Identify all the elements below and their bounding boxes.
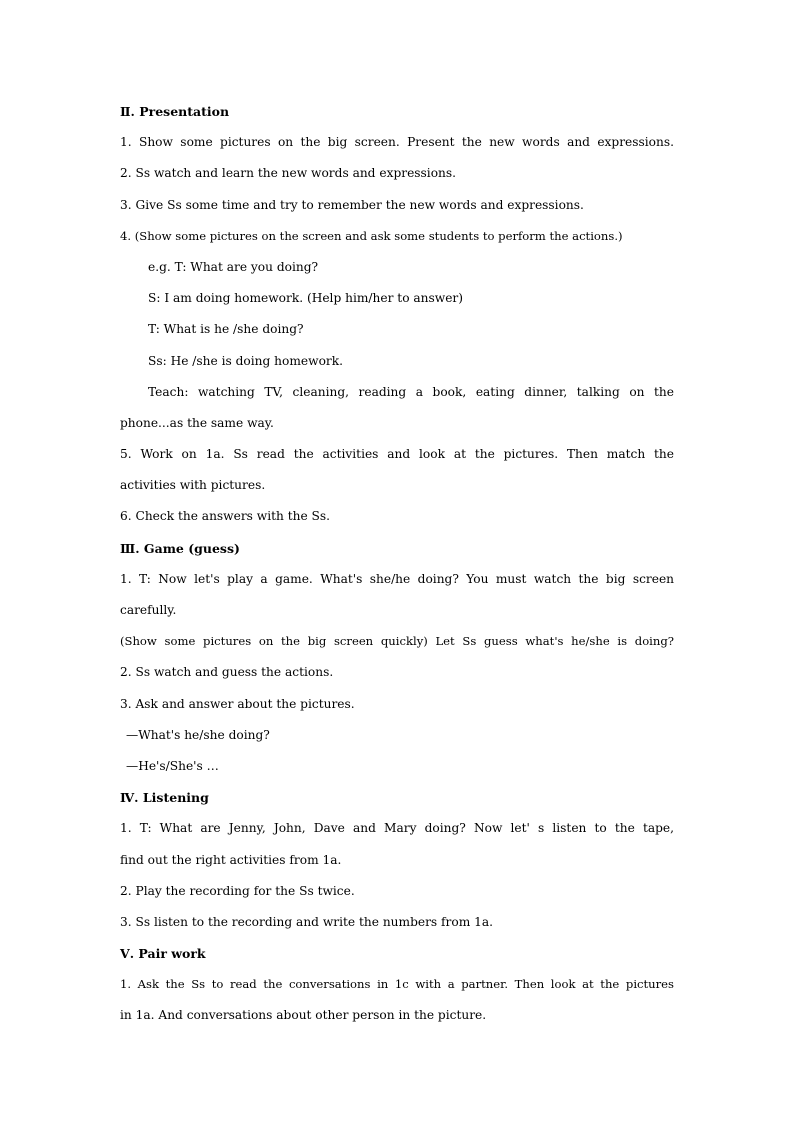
listening-step-1: 1. T: What are Jenny, John, Dave and Mary doing? Now let' s listen to the tape,: [120, 821, 674, 836]
example-student-answer: S: I am doing homework. (Help him/her to answer): [148, 291, 464, 306]
game-instruction: (Show some pictures on the big screen quickly) Let Ss guess what's he/she is doing?: [120, 634, 674, 649]
game-step-2: 2. Ss watch and guess the actions.: [120, 665, 334, 680]
section-heading-game: Ⅲ. Game (guess): [120, 540, 240, 556]
lesson-plan-content: [120, 96, 676, 1032]
presentation-step-3: 3. Give Ss some time and try to remember the new words and expressions.: [120, 197, 584, 212]
presentation-step-5-continued: activities with pictures.: [120, 478, 266, 493]
listening-step-1-continued: find out the right activities from 1a.: [120, 852, 342, 867]
game-dialog-answer: —He's/She's …: [126, 758, 219, 773]
example-teacher-question: e.g. T: What are you doing?: [148, 259, 319, 274]
game-step-3: 3. Ask and answer about the pictures.: [120, 696, 355, 711]
section-heading-presentation: Ⅱ. Presentation: [120, 104, 230, 119]
presentation-step-4: 4. (Show some pictures on the screen and ask some students to perform the actions.): [120, 228, 623, 243]
presentation-step-2: 2. Ss watch and learn the new words and expressions.: [120, 166, 457, 181]
game-step-1: 1. T: Now let's play a game. What's she/he doing? You must watch the big screen: [120, 571, 674, 586]
pair-work-step-1-continued: in 1a. And conversations about other person in the picture.: [120, 1008, 487, 1023]
presentation-step-1: 1. Show some pictures on the big screen. Present the new words and expressions.: [120, 135, 674, 150]
example-students-answer-2: Ss: He /she is doing homework.: [148, 353, 343, 368]
pair-work-step-1: 1. Ask the Ss to read the conversations in 1c with a partner. Then look at the pictures: [120, 977, 674, 992]
presentation-step-6: 6. Check the answers with the Ss.: [120, 509, 331, 524]
section-heading-pair-work: Ⅴ. Pair work: [120, 946, 206, 962]
teach-vocabulary-line: Teach: watching TV, cleaning, reading a book, eating dinner, talking on the: [148, 384, 674, 399]
section-heading-listening: Ⅳ. Listening: [120, 790, 209, 806]
game-dialog-question: —What's he/she doing?: [126, 727, 270, 742]
presentation-step-5: 5. Work on 1a. Ss read the activities and look at the pictures. Then match the: [120, 447, 674, 462]
listening-step-2: 2. Play the recording for the Ss twice.: [120, 883, 355, 898]
teach-vocabulary-continued: phone...as the same way.: [120, 415, 274, 430]
example-teacher-question-2: T: What is he /she doing?: [148, 322, 304, 337]
listening-step-3: 3. Ss listen to the recording and write the numbers from 1a.: [120, 914, 494, 929]
game-step-1-continued: carefully.: [120, 603, 177, 617]
